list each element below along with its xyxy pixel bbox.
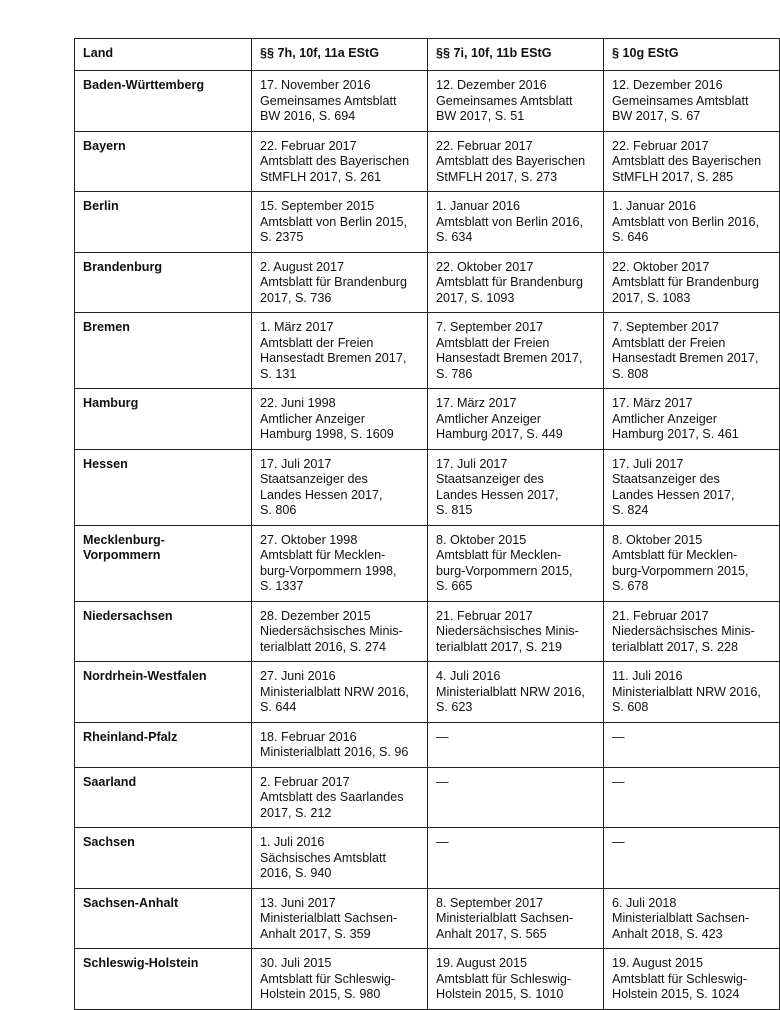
cell-7h: 2. August 2017 Amtsblatt für Brandenburg 2017, S. 736 (252, 252, 428, 313)
table-row (75, 192, 780, 253)
land-cell: Sachsen-Anhalt (75, 888, 252, 949)
cell-7h: 17. November 2016 Gemeinsames Amtsblatt BW 2016, S. 694 (252, 71, 428, 132)
cell-7h: 17. Juli 2017 Staatsanzeiger des Landes Hessen 2017, S. 806 (252, 449, 428, 525)
cell-7i: 22. Oktober 2017 Amtsblatt für Brandenburg 2017, S. 1093 (428, 252, 604, 313)
cell-7i: 22. Februar 2017 Amtsblatt des Bayerischen StMFLH 2017, S. 273 (428, 131, 604, 192)
cell-7i: 21. Februar 2017 Niedersächsisches Minis- terialblatt 2017, S. 219 (428, 601, 604, 662)
cell-7h: 27. Juni 2016 Ministerialblatt NRW 2016, S. 644 (252, 662, 428, 723)
cell-10g: 21. Februar 2017 Niedersächsisches Minis- terialblatt 2017, S. 228 (604, 601, 780, 662)
land-cell: Hamburg (75, 389, 252, 450)
header-10g: § 10g EStG (604, 39, 780, 71)
cell-10g: — (604, 767, 780, 828)
land-cell: Baden-Württemberg (75, 71, 252, 132)
cell-10g: 1. Januar 2016 Amtsblatt von Berlin 2016, S. 646 (604, 192, 780, 253)
land-cell: Brandenburg (75, 252, 252, 313)
cell-7i: 17. Juli 2017 Staatsanzeiger des Landes Hessen 2017, S. 815 (428, 449, 604, 525)
cell-10g: 6. Juli 2018 Ministerialblatt Sachsen- Anhalt 2018, S. 423 (604, 888, 780, 949)
cell-7h: 28. Dezember 2015 Niedersächsisches Minis- terialblatt 2016, S. 274 (252, 601, 428, 662)
cell-7h: 15. September 2015 Amtsblatt von Berlin 2015, S. 2375 (252, 192, 428, 253)
cell-7h: 2. Februar 2017 Amtsblatt des Saarlandes 2017, S. 212 (252, 767, 428, 828)
land-cell: Bayern (75, 131, 252, 192)
cell-10g: 7. September 2017 Amtsblatt der Freien Hansestadt Bremen 2017, S. 808 (604, 313, 780, 389)
cell-7i: 19. August 2015 Amtsblatt für Schleswig- Holstein 2015, S. 1010 (428, 949, 604, 1010)
cell-7h: 22. Juni 1998 Amtlicher Anzeiger Hamburg 1998, S. 1609 (252, 389, 428, 450)
cell-7i: 12. Dezember 2016 Gemeinsames Amtsblatt BW 2017, S. 51 (428, 71, 604, 132)
cell-7h: 18. Februar 2016 Ministerialblatt 2016, S. 96 (252, 722, 428, 767)
cell-10g: 19. August 2015 Amtsblatt für Schleswig- Holstein 2015, S. 1024 (604, 949, 780, 1010)
cell-7h: 13. Juni 2017 Ministerialblatt Sachsen- Anhalt 2017, S. 359 (252, 888, 428, 949)
land-cell: Rheinland-Pfalz (75, 722, 252, 767)
land-cell: Bremen (75, 313, 252, 389)
table-row (75, 525, 780, 601)
land-cell: Schleswig-Holstein (75, 949, 252, 1010)
table-row (75, 252, 780, 313)
header-7i: §§ 7i, 10f, 11b EStG (428, 39, 604, 71)
table-row (75, 767, 780, 828)
cell-10g: 12. Dezember 2016 Gemeinsames Amtsblatt BW 2017, S. 67 (604, 71, 780, 132)
table-header-row (75, 39, 780, 71)
table-row (75, 313, 780, 389)
table-row (75, 722, 780, 767)
land-cell: Niedersachsen (75, 601, 252, 662)
cell-7i: 4. Juli 2016 Ministerialblatt NRW 2016, S. 623 (428, 662, 604, 723)
table-row (75, 71, 780, 132)
cell-10g: 22. Oktober 2017 Amtsblatt für Brandenburg 2017, S. 1083 (604, 252, 780, 313)
table-row (75, 662, 780, 723)
cell-7h: 27. Oktober 1998 Amtsblatt für Mecklen- burg-Vorpommern 1998, S. 1337 (252, 525, 428, 601)
table-row (75, 389, 780, 450)
cell-7i: — (428, 767, 604, 828)
cell-10g: 8. Oktober 2015 Amtsblatt für Mecklen- burg-Vorpommern 2015, S. 678 (604, 525, 780, 601)
cell-10g: 11. Juli 2016 Ministerialblatt NRW 2016, S. 608 (604, 662, 780, 723)
cell-7i: 8. September 2017 Ministerialblatt Sachsen- Anhalt 2017, S. 565 (428, 888, 604, 949)
table-row (75, 949, 780, 1010)
land-cell: Saarland (75, 767, 252, 828)
publication-table (74, 38, 780, 1010)
cell-7i: — (428, 722, 604, 767)
table-row (75, 888, 780, 949)
header-7h: §§ 7h, 10f, 11a EStG (252, 39, 428, 71)
land-cell: Berlin (75, 192, 252, 253)
cell-10g: 17. März 2017 Amtlicher Anzeiger Hamburg 2017, S. 461 (604, 389, 780, 450)
cell-7i: 1. Januar 2016 Amtsblatt von Berlin 2016, S. 634 (428, 192, 604, 253)
table-row (75, 828, 780, 889)
cell-7i: 8. Oktober 2015 Amtsblatt für Mecklen- burg-Vorpommern 2015, S. 665 (428, 525, 604, 601)
cell-10g: 17. Juli 2017 Staatsanzeiger des Landes Hessen 2017, S. 824 (604, 449, 780, 525)
cell-7h: 22. Februar 2017 Amtsblatt des Bayerischen StMFLH 2017, S. 261 (252, 131, 428, 192)
table-row (75, 131, 780, 192)
cell-7i: — (428, 828, 604, 889)
header-land: Land (75, 39, 252, 71)
cell-7i: 7. September 2017 Amtsblatt der Freien Hansestadt Bremen 2017, S. 786 (428, 313, 604, 389)
cell-7h: 30. Juli 2015 Amtsblatt für Schleswig- Holstein 2015, S. 980 (252, 949, 428, 1010)
cell-7h: 1. März 2017 Amtsblatt der Freien Hansestadt Bremen 2017, S. 131 (252, 313, 428, 389)
cell-10g: 22. Februar 2017 Amtsblatt des Bayerischen StMFLH 2017, S. 285 (604, 131, 780, 192)
cell-7i: 17. März 2017 Amtlicher Anzeiger Hamburg 2017, S. 449 (428, 389, 604, 450)
table-row (75, 601, 780, 662)
cell-10g: — (604, 722, 780, 767)
cell-7h: 1. Juli 2016 Sächsisches Amtsblatt 2016, S. 940 (252, 828, 428, 889)
table-row (75, 449, 780, 525)
land-cell: Mecklenburg- Vorpommern (75, 525, 252, 601)
land-cell: Hessen (75, 449, 252, 525)
land-cell: Sachsen (75, 828, 252, 889)
cell-10g: — (604, 828, 780, 889)
land-cell: Nordrhein-Westfalen (75, 662, 252, 723)
